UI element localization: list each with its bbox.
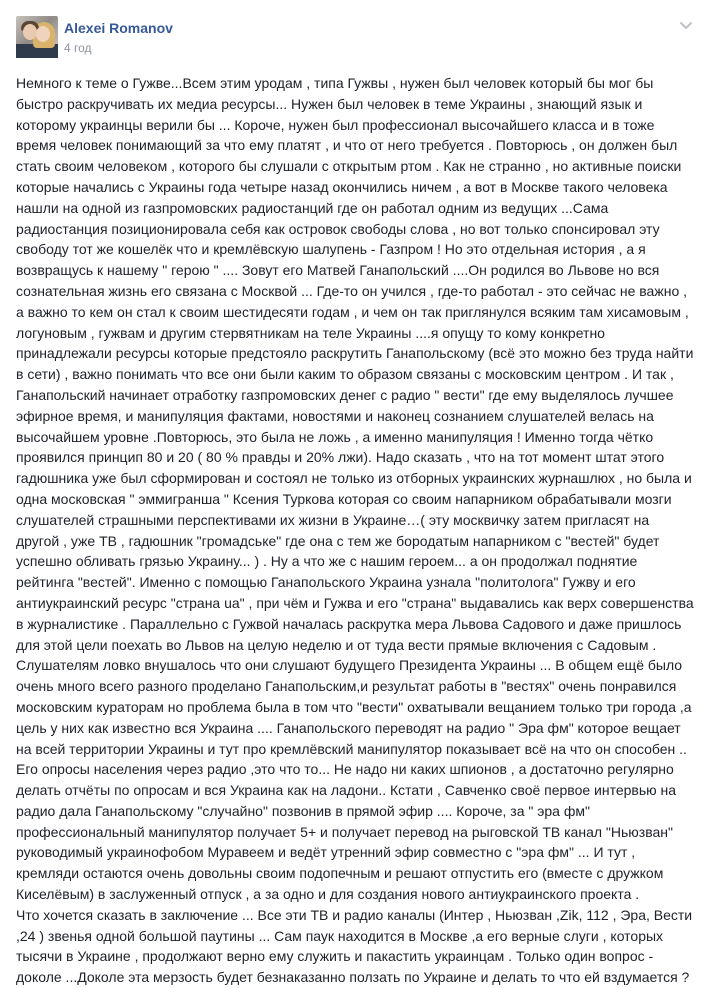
post-timestamp-link[interactable]: 4 год: [64, 41, 92, 55]
avatar[interactable]: [16, 16, 58, 58]
post-text: Немного к теме о Гужве...Всем этим уродам , типа Гужвы , нужен был человек который бы мог бы быстро раскручивать их медиа ресурсы... Нужен был человек в теме Украины , знающий язык и которому украинцы верили бы ... Короче, нужен был профессионал высочайшего класса и в тоже время человек понимающий за что ему платят , и что от него требуется . Повторюсь , он должен был стать своим человеком , которого бы слушали с открытым ртом . Как не странно , но активные поиски которые начались с Украины года четыре назад окончились ничем , а вот в Москве такого человека нашли на одной из газпромовских радиостанций где он работал одним из ведущих ...Сама радиостанция позиционировала себя как островок свободы слова , но вот только спонсировал эту свободу тот же кошелёк что и кремлёвскую шалупень - Газпром ! Но это отдельная история , а я возвращусь к нашему " герою " .... Зовут его Матвей Ганапольский ....Он родился во Львове но вся сознательная жизнь его связана с Москвой ... Где-то он учился , где-то работал - это сейчас не важно , а важно то кем он стал к своим шестидесяти годам , и чем он так приглянулся всяким там хисамовым , логуновым , гужвам и другим стервятникам на теле Украины ....я опущу то кому конкретно принадлежали ресурсы которые предстояло раскрутить Ганапольскому (всё это можно без труда найти в сети) , важно понимать что все они были каким то образом связаны с московским центром . И так , Ганапольский начинает отработку газпромовских денег с радио " вести" где ему выделялось лучшее эфирное время, и манипуляция фактами, новостями и наконец сознанием слушателей велась на высочайшем уровне .Повторюсь, это была не ложь , а именно манипуляция ! Именно тогда чётко проявился принцип 80 и 20 ( 80 % правды и 20% лжи). Надо сказать , что на тот момент штат этого гадюшника уже был сформирован и состоял не только из отборных украинских журнашлюх , но была и одна московская " эммигранша " Ксения Туркова которая со своим напарником обрабатывали мозги слушателей страшными перспективами их жизни в Украине…( эту москвичку затем пригласят на другой , уже ТВ , гадюшник "громадське" где она с тем же бородатым напарником с "вестей" будет успешно обливать грязью Украину... ) . Ну а что же с нашим героем... а он продолжал поднятие рейтинга "вестей". Именно с помощью Ганапольского Украина узнала "политолога" Гужву и его антиукраинский ресурс "страна ua" , при чём и Гужва и его "страна" выдавались как верх совершенства в журналистике . Параллельно с Гужвой началась раскрутка мера Львова Садового и даже пришлось для этой цели поехать во Львов на целую неделю и от туда вести прямые включения с Садовым . Слушателям ловко внушалось что они слушают будущего Президента Украины ... В общем ещё было очень много всего разного проделано Ганапольским,и результат работы в "вестях" очень понравился московским кураторам но проблема была в том что "вести" охватывали вещанием только три города ,а цель у них как известно вся Украина .... Ганапольского переводят на радио " Эра фм" которое вещает на всей территории Украины и тут про кремлёвский манипулятор показывает всё на что он способен .. Его опросы населения через радио ,это что то... Не надо ни каких шпионов , а достаточно регулярно делать отчёты по опросам и вся Украина как на ладони.. Кстати , Савченко своё первое интервью на радио дала Ганапольскому "случайно" позвонив в прямой эфир .... Короче, за " эра фм" профессиональный манипулятор получает 5+ и получает перевод на рыговской ТВ канал "Ньюзван" руководимый украинофобом Муравеем и ведёт утренний эфир совместно с "эра фм" ... И тут , кремляди остаются очень довольны своим подопечным и решают отпустить его (вместе с дружком Киселёвым) в заслуженный отпуск , а за одно и для создания нового антиукраинского проекта . Что хочется сказать в заключение ... Все эти ТВ и радио каналы (Интер , Ньюзван ,Zik, 112 , Эра, Вести ,24 ) звенья одной большой паутины ... Сам паук находится в Москве ,а его верные слуги , которых тысячи в Украине , продолжают верно ему служить и пакастить украинцам . Только один вопрос - доколе ...Доколе эта мерзость будет безнаказанно ползать по Украине и делать то что ей вздумается ?: [16, 75, 694, 986]
avatar-face-shape: [23, 24, 37, 40]
post-header: [16, 16, 696, 60]
avatar-face-shape-2: [36, 26, 50, 42]
author-name-link[interactable]: Alexei Romanov: [64, 20, 173, 36]
chevron-down-icon[interactable]: [676, 18, 696, 34]
